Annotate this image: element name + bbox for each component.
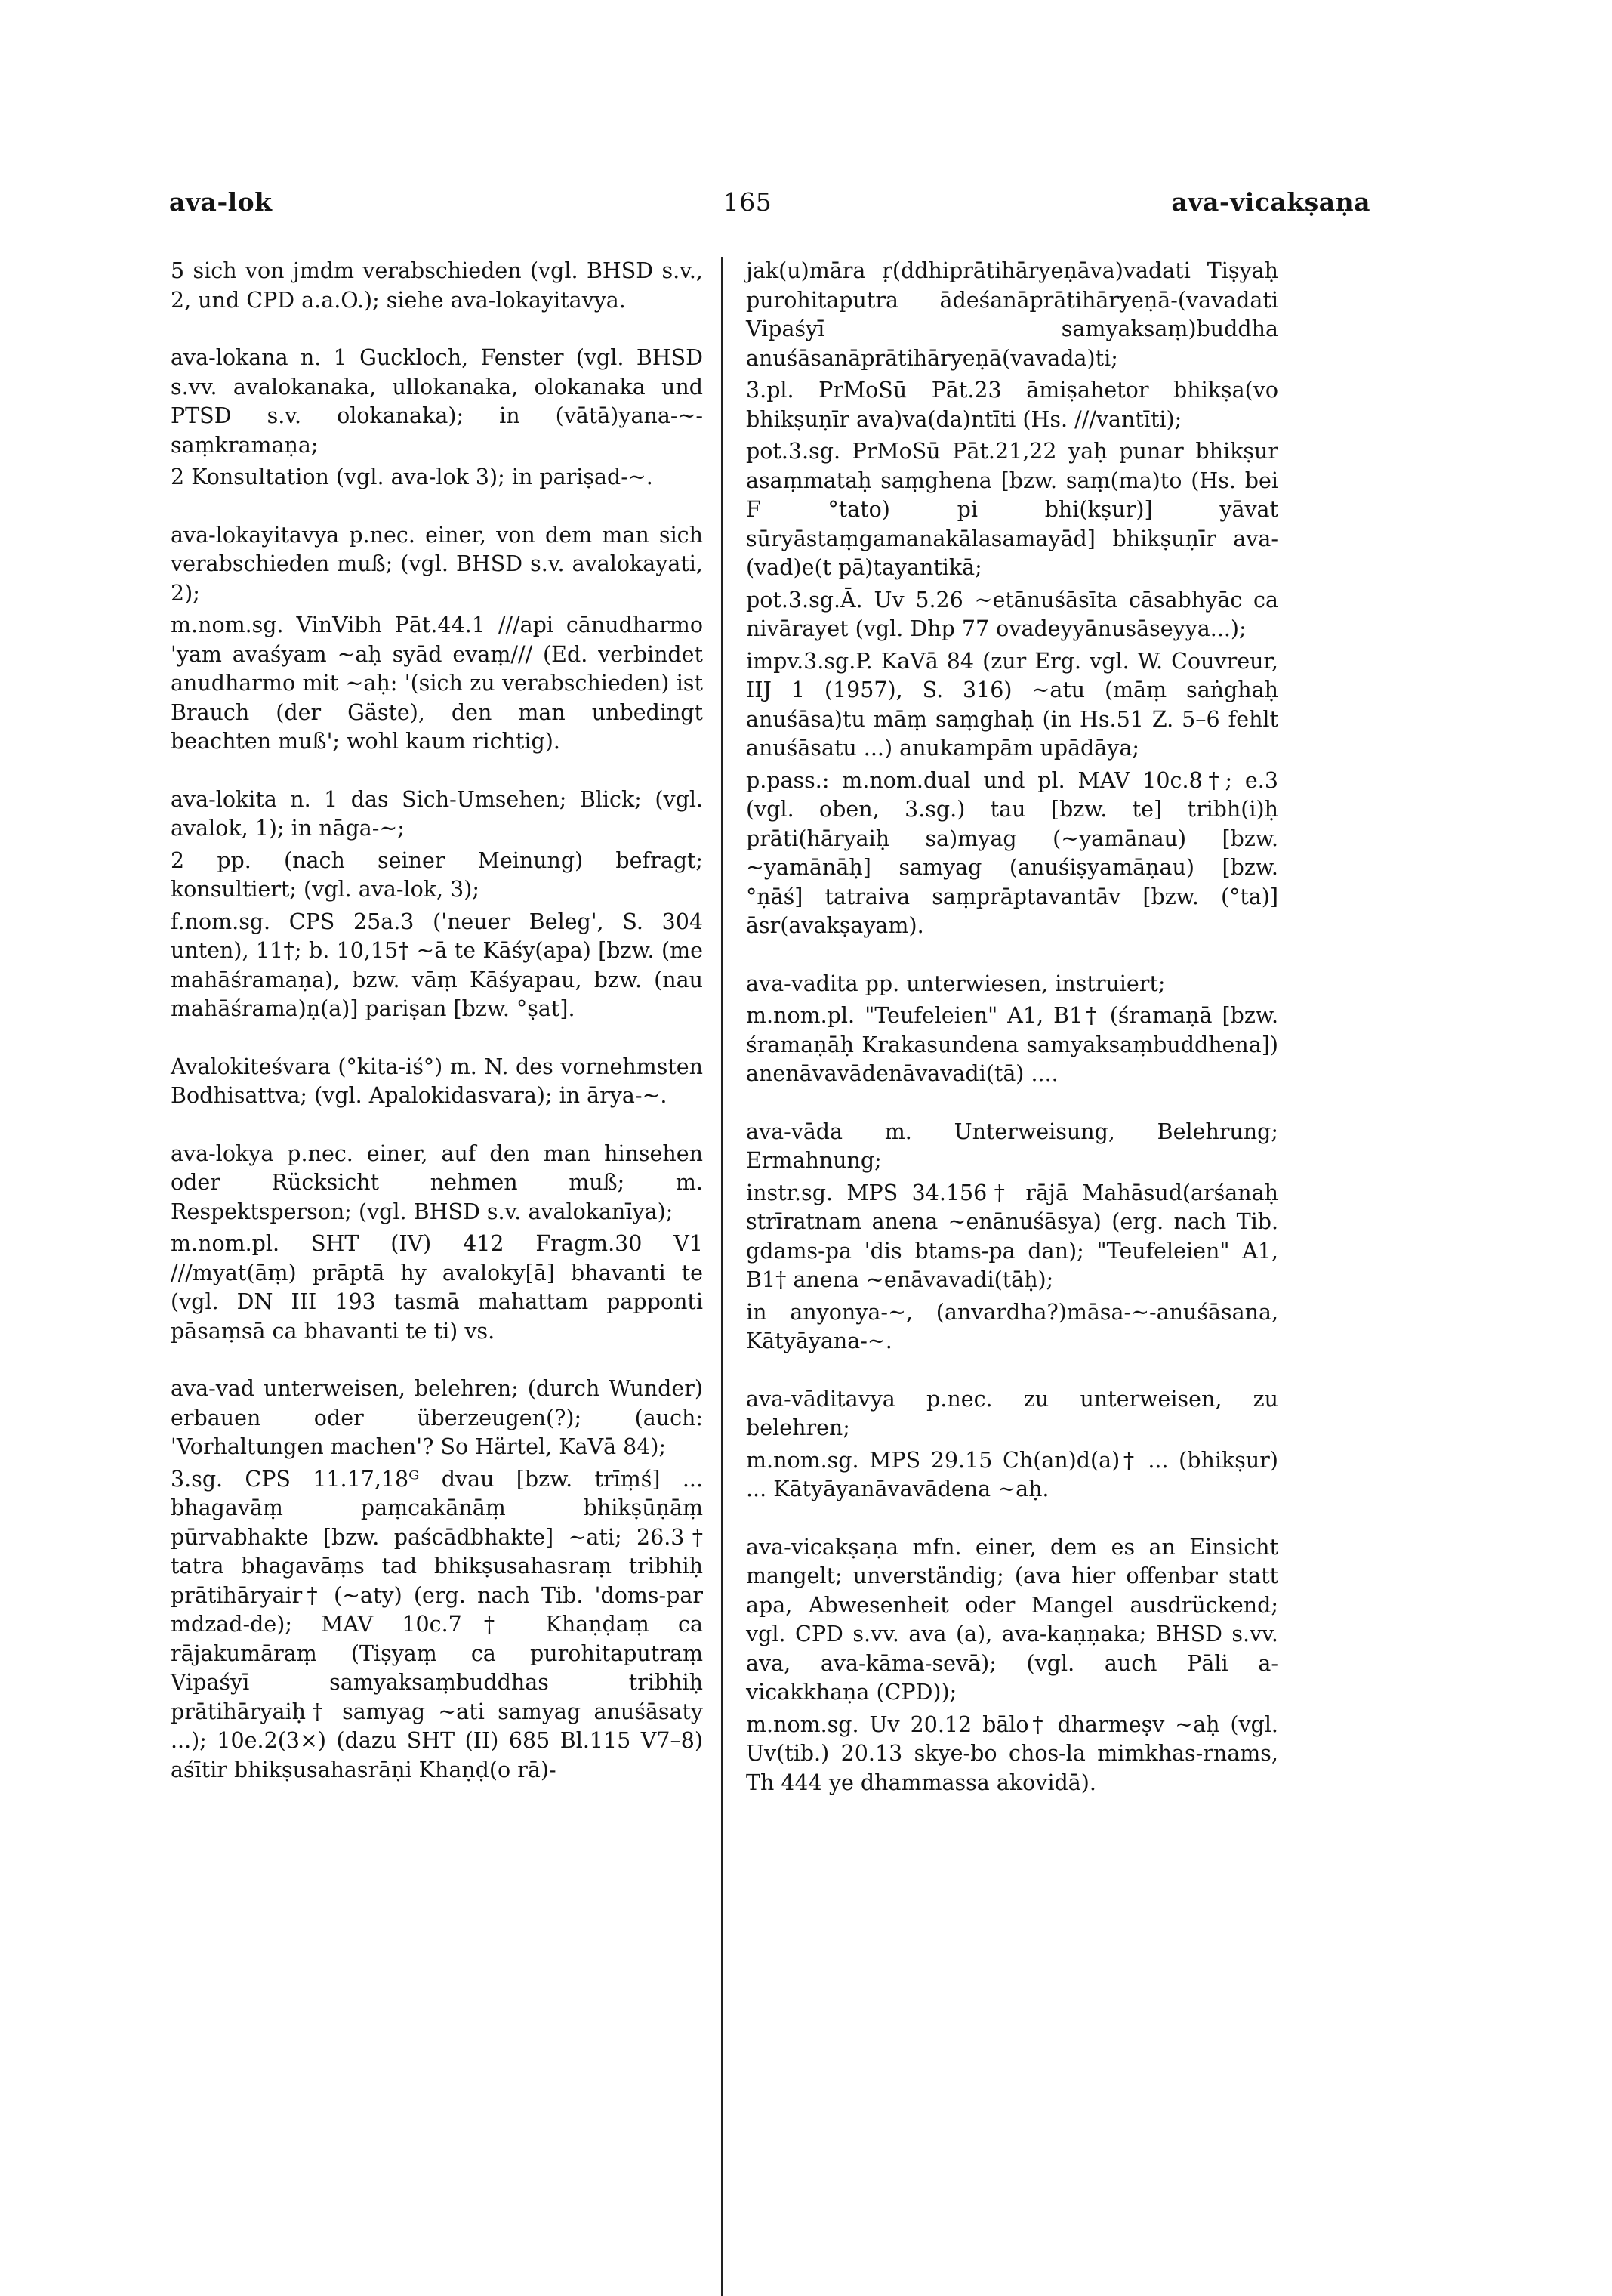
entry-ava-vicaksana — [746, 1533, 1278, 1798]
entry-paragraph: in anyonya-~, (anvardha?)māsa-~-anuśāsana, Kātyāyana-~. — [746, 1299, 1278, 1353]
entry-paragraph: impv.3.sg.P. KaVā 84 (zur Erg. vgl. W. Couvreur, IIJ 1 (1957), S. 316) ~atu (māṃ saṅghaḥ anuśāsa)tu māṃ saṃghaḥ (in Hs.51 Z. 5–6 fehlt anuśāsatu ...) anukampām upādāya; — [746, 648, 1278, 761]
entry-ava-vad-cont — [746, 257, 1278, 941]
page-number: 165 — [723, 187, 772, 217]
entry-ava-vadita — [746, 970, 1278, 1089]
entry-headline: ava-lokita n. 1 das Sich-Umsehen; Blick; (vgl. avalok, 1); in nāga-~; — [171, 786, 703, 841]
entry-ava-lok-cont — [171, 257, 703, 315]
entry-paragraph: pot.3.sg. PrMoSū Pāt.21,22 yaḥ punar bhikṣur asaṃmataḥ saṃghena [bzw. saṃ(ma)to (Hs. bei F °tato) pi bhi(kṣur)] yāvat sūryāstaṃgamanakālasamayād] bhikṣuṇīr ava-(vad)e(t pā)tayantikā; — [746, 439, 1278, 580]
entry-headline: Avalokiteśvara (°kita-iś°) m. N. des vornehmsten Bodhisattva; (vgl. Apalokidasvara); in ārya-~. — [171, 1054, 703, 1108]
entry-ava-vada — [746, 1118, 1278, 1356]
entry-paragraph: instr.sg. MPS 34.156† rājā Mahāsud(arśanaḥ strīratnam anena ~enānuśāsya) (erg. nach Tib. gdams-pa 'dis btams-pa dan); "Teufeleien" A1, B1† anena ~enāvavadi(tāḥ); — [746, 1180, 1278, 1292]
running-head-left: ava-lok — [169, 187, 273, 217]
entry-paragraph: m.nom.sg. VinVibh Pāt.44.1 ///api cānudharmo 'yam avaśyam ~aḥ syād evaṃ/// (Ed. verbindet anudharmo mit ~aḥ: '(sich zu verabschieden) ist Brauch (der Gäste), den man unbedingt beachten muß'; wohl kaum richtig). — [171, 613, 703, 754]
entry-paragraph: 2 pp. (nach seiner Meinung) befragt; konsultiert; (vgl. ava-lok, 3); — [171, 847, 703, 902]
entry-headline: ava-vāda m. Unterweisung, Belehrung; Ermahnung; — [746, 1119, 1278, 1173]
entry-headline: ava-vicakṣaṇa mfn. einer, dem es an Einsicht mangelt; unverständig; (ava hier offenbar statt apa, Abwesenheit oder Mangel ausdrückend; vgl. CPD s.vv. ava (a), ava-kaṇṇaka; BHSD s.vv. ava, ava-kāma-sevā); (vgl. auch Pāli a-vicakkhaṇa (CPD)); — [746, 1534, 1278, 1705]
entry-headline: ava-lokana n. 1 Guckloch, Fenster (vgl. BHSD s.vv. avalokanaka, ullokanaka, olokanaka und PTSD s.v. olokanaka); in (vātā)yana-~-saṃkramaṇa; — [171, 345, 703, 458]
left-column — [171, 257, 703, 1813]
column-divider — [721, 257, 723, 2296]
running-head-right: ava-vicakṣaṇa — [1171, 187, 1370, 217]
entry-ava-lokita — [171, 785, 703, 1024]
entry-headline: ava-vāditavya p.nec. zu unterweisen, zu belehren; — [746, 1386, 1278, 1440]
entry-avalokitesvara — [171, 1053, 703, 1111]
entry-paragraph: pot.3.sg.Ā. Uv 5.26 ~etānuśāsīta cāsabhyāc ca nivārayet (vgl. Dhp 77 ovadeyyānusāseyya...); — [746, 587, 1278, 641]
entry-paragraph: m.nom.pl. "Teufeleien" A1, B1† (śramaṇā [bzw. śramaṇāḥ Krakasundena samyaksaṃbuddhena]) anenāvavādenāvavadi(tā) .... — [746, 1003, 1278, 1086]
entry-paragraph: 2 Konsultation (vgl. ava-lok 3); in pariṣad-~. — [171, 464, 653, 489]
entry-ava-lokana — [171, 344, 703, 492]
entry-paragraph: p.pass.: m.nom.dual und pl. MAV 10c.8†; e.3 (vgl. oben, 3.sg.) tau [bzw. te] tribh(i)ḥ prāti(hāryaiḥ sa)myag (~yamānau) [bzw. ~yamānāḥ] samyag (anuśiṣyamāṇau) [bzw. °ṇāś] tatraiva saṃprāptavantāv [bzw. (°ta)] āsr(avakṣayam). — [746, 767, 1278, 938]
entry-headline: ava-lokya p.nec. einer, auf den man hinsehen oder Rücksicht nehmen muß; m. Respektsperson; (vgl. BHSD s.v. avalokanīya); — [171, 1140, 703, 1224]
entry-paragraph: m.nom.sg. Uv 20.12 bālo† dharmeṣv ~aḥ (vgl. Uv(tib.) 20.13 skye-bo chos-la mimkhas-rnams, Th 444 ye dhammassa akovidā). — [746, 1711, 1278, 1795]
entry-paragraph: m.nom.sg. MPS 29.15 Ch(an)d(a)† ... (bhikṣur) ... Kātyāyanāvavādena ~aḥ. — [746, 1447, 1278, 1501]
entry-ava-lokya — [171, 1140, 703, 1347]
entry-headline: 5 sich von jmdm verabschieden (vgl. BHSD s.v., 2, und CPD a.a.O.); siehe ava-lokayitavya. — [171, 258, 703, 313]
entry-ava-vaditavya — [746, 1385, 1278, 1504]
entry-paragraph: 3.sg. CPS 11.17,18ᴳ dvau [bzw. trīṃś] ... bhagavāṃ paṃcakānāṃ bhikṣūṇāṃ pūrvabhakte [bzw. paścādbhakte] ~ati; 26.3† tatra bhagavāṃs tad bhikṣusahasraṃ tribhiḥ prātihāryair† (~aty) (erg. nach Tib. 'doms-par mdzad-de); MAV 10c.7† Khaṇḍaṃ ca rājakumāraṃ (Tiṣyaṃ ca purohitaputraṃ Vipaśyī samyaksaṃbuddhas tribhiḥ prātihāryaiḥ† samyag ~ati samyag anuśāsaty ...); 10e.2(3×) (dazu SHT (II) 685 Bl.115 V7–8) aśītir bhikṣusahasrāṇi Khaṇḍ(o rā)- — [171, 1466, 703, 1782]
entry-headline: ava-vadita pp. unterwiesen, instruiert; — [746, 971, 1166, 996]
entry-headline: jak(u)māra ṛ(ddhiprātihāryeṇāva)vadati Tiṣyaḥ purohitaputra ādeśanāprātihāryeṇā-(vavadati Vipaśyī samyaksaṃ)buddha anuśāsanāprātihāryeṇā(vavada)ti; — [746, 258, 1278, 371]
entry-headline: ava-vad unterweisen, belehren; (durch Wunder) erbauen oder überzeugen(?); (auch: 'Vorhaltungen machen'? So Härtel, KaVā 84); — [171, 1376, 703, 1459]
entry-paragraph: 3.pl. PrMoSū Pāt.23 āmiṣahetor bhikṣa(vo bhikṣuṇīr ava)va(da)ntīti (Hs. ///vantīti); — [746, 378, 1278, 432]
entry-paragraph: m.nom.pl. SHT (IV) 412 Fragm.30 V1 ///myat(āṃ) prāptā hy avaloky[ā] bhavanti te (vgl. DN III 193 tasmā mahattam papponti pāsaṃsā ca bhavanti te ti) vs. — [171, 1231, 703, 1344]
entry-ava-vad — [171, 1375, 703, 1785]
right-column — [746, 257, 1278, 1826]
entry-ava-lokayitavya — [171, 521, 703, 757]
entry-headline: ava-lokayitavya p.nec. einer, von dem man sich verabschieden muß; (vgl. BHSD s.v. avalokayati, 2); — [171, 522, 703, 606]
entry-paragraph: f.nom.sg. CPS 25a.3 ('neuer Beleg', S. 304 unten), 11†; b. 10,15† ~ā te Kāśy(apa) [bzw. (me mahāśramaṇa), bzw. vāṃ Kāśyapau, bzw. (nau mahāśrama)ṇ(a)] pariṣan [bzw. °ṣat]. — [171, 909, 703, 1021]
